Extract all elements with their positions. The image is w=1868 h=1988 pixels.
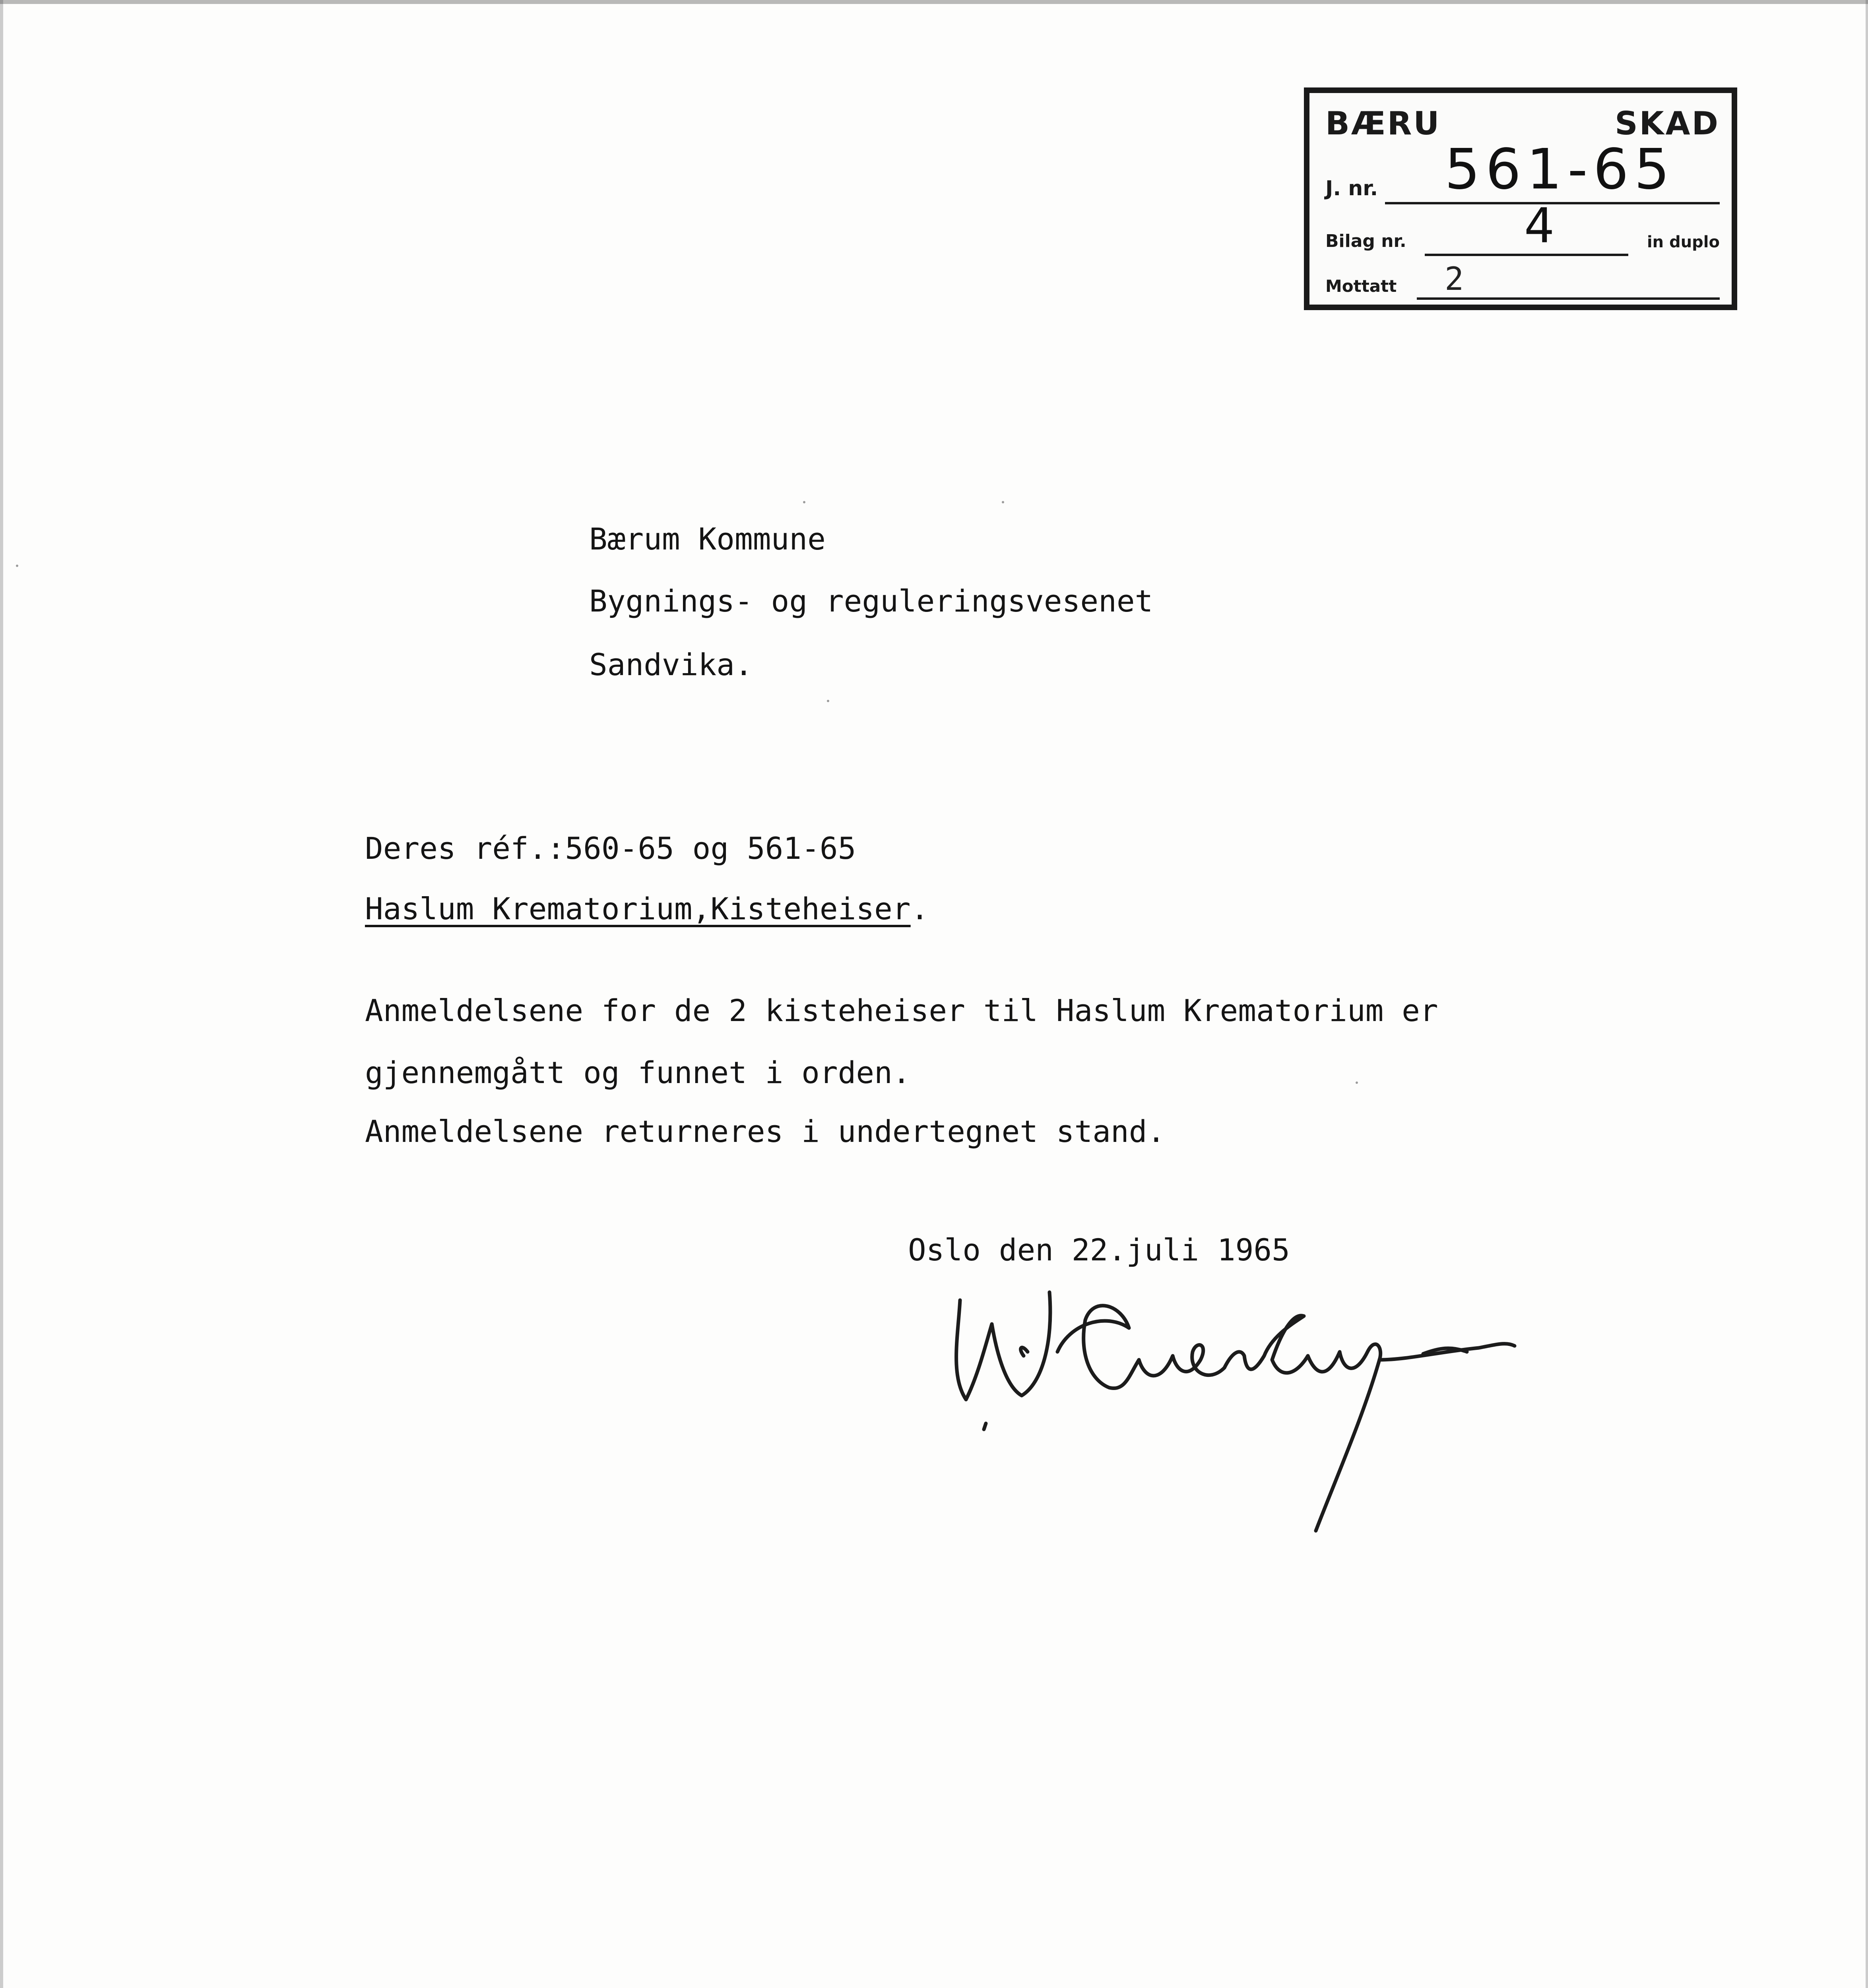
- stamp-bilag-row: [1325, 198, 1720, 256]
- scan-speck: [827, 700, 829, 702]
- stamp-title-right: SKAD: [1615, 105, 1720, 142]
- subject-line: [365, 891, 929, 926]
- scan-speck: [1002, 501, 1004, 503]
- recipient-name: Bærum Kommune: [589, 521, 826, 557]
- stamp-title-left: BÆRU: [1325, 105, 1441, 142]
- handwritten-signature: [922, 1256, 1574, 1551]
- scan-edge-right: [1866, 0, 1868, 1988]
- body-line-3: Anmeldelsene returneres i undertegnet stand.: [365, 1114, 1166, 1149]
- scan-edge-left: [0, 0, 3, 1988]
- stamp-journal-row: [1325, 137, 1720, 204]
- recipient-city: Sandvika.: [589, 647, 753, 682]
- subject-text: Haslum Krematorium,Kisteheiser: [365, 891, 911, 926]
- scan-edge-top: [0, 0, 1868, 4]
- stamp-bilag-number: 4: [1524, 198, 1555, 254]
- scan-speck: [1356, 1081, 1358, 1084]
- scan-speck: [803, 501, 805, 503]
- reference-line: Deres réf.:560-65 og 561-65: [365, 831, 856, 866]
- place-date: Oslo den 22.juli 1965: [908, 1232, 1290, 1268]
- subject-period: .: [910, 891, 929, 926]
- recipient-department: Bygnings- og reguleringsvesenet: [589, 583, 1153, 619]
- stamp-mottatt-date: 2: [1445, 260, 1464, 297]
- body-line-1: Anmeldelsene for de 2 kisteheiser til Haslum Krematorium er: [365, 993, 1438, 1028]
- body-line-2: gjennemgått og funnet i orden.: [365, 1055, 911, 1090]
- stamp-mottatt-line: [1417, 297, 1720, 300]
- stamp-mottatt-label: Mottatt: [1325, 276, 1397, 296]
- stamp-bilag-line: [1425, 254, 1628, 256]
- stamp-journal-label: J. nr.: [1325, 177, 1378, 200]
- stamp-bilag-suffix: in duplo: [1647, 233, 1720, 251]
- stamp-mottatt-row: [1325, 260, 1720, 300]
- stamp-journal-number: 561-65: [1445, 137, 1675, 202]
- scan-speck: [16, 565, 18, 567]
- received-stamp: [1304, 87, 1737, 310]
- stamp-bilag-label: Bilag nr.: [1325, 231, 1406, 251]
